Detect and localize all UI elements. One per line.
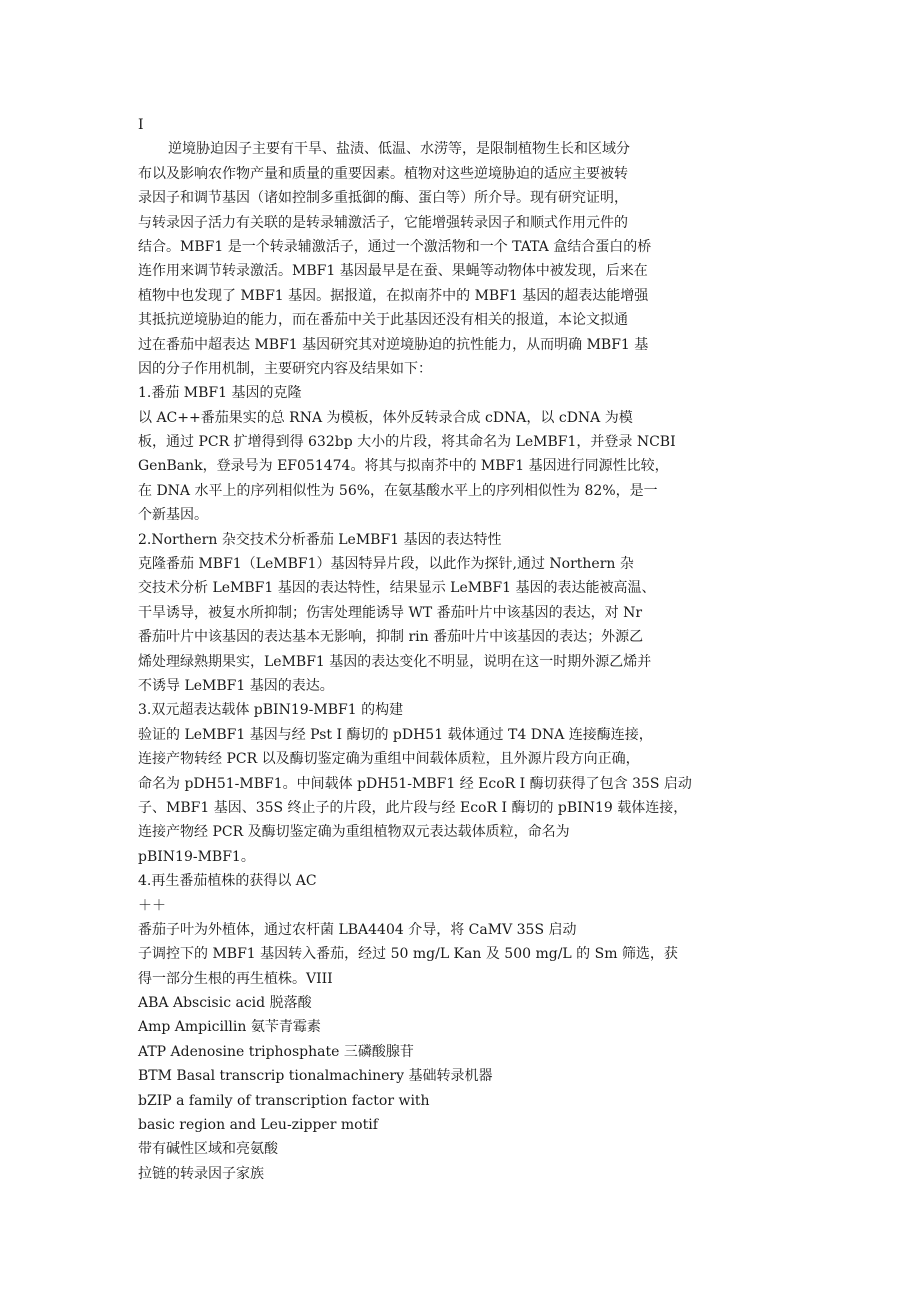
paragraph-line: 克隆番茄 MBF1（LeMBF1）基因特异片段，以此作为探针,通过 Northern 杂 — [138, 556, 634, 573]
paragraph-line: 其抵抗逆境胁迫的能力，而在番茄中关于此基因还没有相关的报道，本论文拟通 — [138, 312, 628, 329]
paragraph-line: 植物中也发现了 MBF1 基因。据报道，在拟南芥中的 MBF1 基因的超表达能增强 — [138, 287, 649, 304]
paragraph-line: 与转录因子活力有关联的是转录辅激活子，它能增强转录因子和顺式作用元件的 — [138, 214, 628, 231]
paragraph-line: 烯处理绿熟期果实，LeMBF1 基因的表达变化不明显，说明在这一时期外源乙烯并 — [138, 653, 652, 670]
paragraph-line: GenBank，登录号为 EF051474。将其与拟南芥中的 MBF1 基因进行同源性比较， — [138, 458, 669, 475]
paragraph-line: ＋＋ — [138, 897, 166, 914]
paragraph-line: 个新基因。 — [138, 507, 208, 524]
paragraph-line: 交技术分析 LeMBF1 基因的表达特性，结果显示 LeMBF1 基因的表达能被高温、 — [138, 580, 656, 597]
page-roman-numeral: I — [138, 117, 144, 133]
paragraph-line: 番茄叶片中该基因的表达基本无影响，抑制 rin 番茄叶片中该基因的表达；外源乙 — [138, 629, 644, 646]
abbreviation-entry: Amp Ampicillin 氨苄青霉素 — [138, 1019, 321, 1036]
paragraph-line: 连作用来调节转录激活。MBF1 基因最早是在蚕、果蝇等动物体中被发现，后来在 — [138, 263, 648, 280]
abbreviation-entry: basic region and Leu-zipper motif — [138, 1117, 378, 1134]
document-body — [138, 113, 738, 1186]
paragraph-line: 子调控下的 MBF1 基因转入番茄，经过 50 mg/L Kan 及 500 mg/L 的 Sm 筛选，获 — [138, 946, 678, 963]
abbreviation-entry: ABA Abscisic acid 脱落酸 — [138, 995, 312, 1012]
paragraph-line: 结合。MBF1 是一个转录辅激活子，通过一个激活物和一个 TATA 盒结合蛋白的桥 — [138, 238, 652, 255]
paragraph-line: 因的分子作用机制，主要研究内容及结果如下： — [138, 360, 432, 377]
paragraph-line: 布以及影响农作物产量和质量的重要因素。植物对这些逆境胁迫的适应主要被转 — [138, 165, 628, 182]
paragraph-line: 验证的 LeMBF1 基因与经 Pst I 酶切的 pDH51 载体通过 T4 DNA 连接酶连接， — [138, 726, 653, 743]
paragraph-line: 连接产物转经 PCR 以及酶切鉴定确为重组中间载体质粒，且外源片段方向正确， — [138, 751, 640, 768]
paragraph-line: 得一部分生根的再生植株。VIII — [138, 970, 333, 987]
paragraph-line: 以 AC++番茄果实的总 RNA 为模板，体外反转录合成 cDNA，以 cDNA 为模 — [138, 409, 633, 426]
paragraph-line: pBIN19-MBF1。 — [138, 848, 255, 865]
section-heading: 1.番茄 MBF1 基因的克隆 — [138, 385, 302, 402]
paragraph-line: 录因子和调节基因（诸如控制多重抵御的酶、蛋白等）所介导。现有研究证明， — [138, 190, 628, 207]
paragraph-line: 过在番茄中超表达 MBF1 基因研究其对逆境胁迫的抗性能力，从而明确 MBF1 基 — [138, 336, 649, 353]
abbreviation-entry: 拉链的转录因子家族 — [138, 1165, 264, 1182]
paragraph-line: 逆境胁迫因子主要有干旱、盐渍、低温、水涝等，是限制植物生长和区域分 — [168, 141, 630, 158]
paragraph-line: 番茄子叶为外植体，通过农杆菌 LBA4404 介导，将 CaMV 35S 启动 — [138, 921, 577, 938]
abbreviation-entry: ATP Adenosine triphosphate 三磷酸腺苷 — [138, 1043, 414, 1060]
section-heading: 3.双元超表达载体 pBIN19-MBF1 的构建 — [138, 702, 404, 719]
paragraph-line: 板，通过 PCR 扩增得到得 632bp 大小的片段，将其命名为 LeMBF1，并登录 NCBI — [138, 434, 676, 451]
paragraph-line: 命名为 pDH51-MBF1。中间载体 pDH51-MBF1 经 EcoR I 酶切获得了包含 35S 启动 — [138, 775, 692, 792]
paragraph-line: 干旱诱导，被复水所抑制；伤害处理能诱导 WT 番茄叶片中该基因的表达，对 Nr — [138, 604, 643, 621]
paragraph-line: 子、MBF1 基因、35S 终止子的片段，此片段与经 EcoR I 酶切的 pBIN19 载体连接， — [138, 799, 688, 816]
paragraph-line: 连接产物经 PCR 及酶切鉴定确为重组植物双元表达载体质粒，命名为 — [138, 824, 570, 841]
section-heading: 4.再生番茄植株的获得以 AC — [138, 873, 317, 890]
abbreviation-entry: BTM Basal transcrip tionalmachinery 基础转录机器 — [138, 1068, 493, 1085]
section-heading: 2.Northern 杂交技术分析番茄 LeMBF1 基因的表达特性 — [138, 531, 502, 548]
abbreviation-entry: 带有碱性区域和亮氨酸 — [138, 1141, 278, 1158]
abbreviation-entry: bZIP a family of transcription factor with — [138, 1092, 430, 1109]
paragraph-line: 不诱导 LeMBF1 基因的表达。 — [138, 677, 334, 694]
paragraph-line: 在 DNA 水平上的序列相似性为 56%，在氨基酸水平上的序列相似性为 82%，是一 — [138, 482, 658, 499]
